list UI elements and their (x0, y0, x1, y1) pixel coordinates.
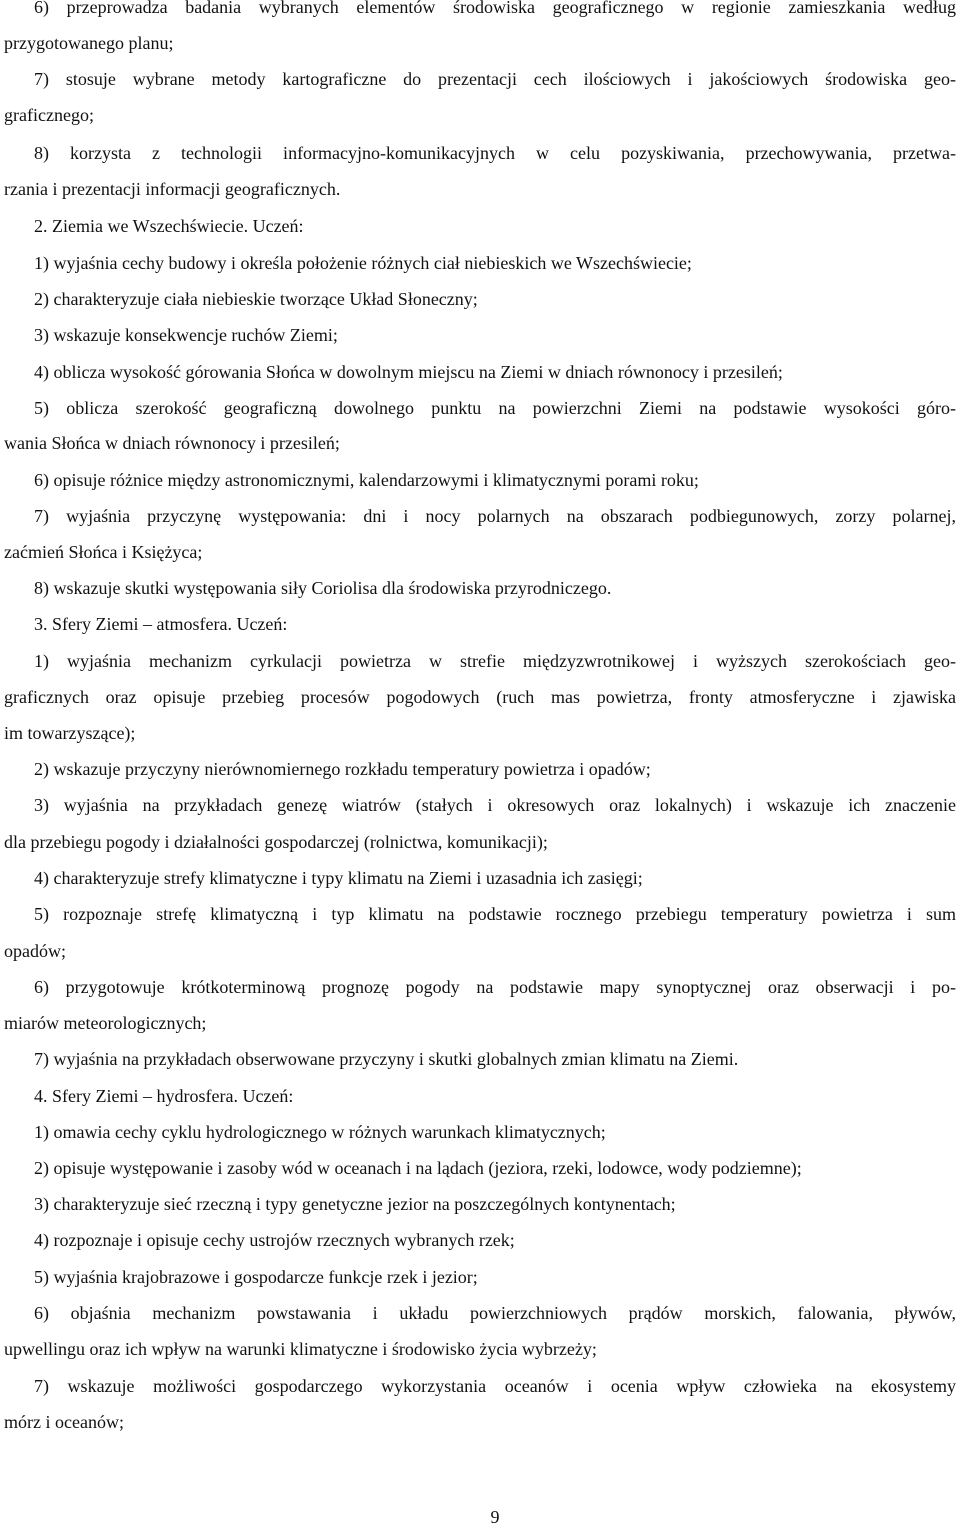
text-line: 6) przygotowuje krótkoterminową prognozę pogody na podstawie mapy synoptycznej oraz obserwacji i po- (34, 977, 956, 997)
text-line: 7) wyjaśnia na przykładach obserwowane przyczyny i skutki globalnych zmian klimatu na Ziemi. (34, 1049, 739, 1069)
text-line: przygotowanego planu; (4, 33, 174, 53)
text-line: 3) wyjaśnia na przykładach genezę wiatrów (stałych i okresowych oraz lokalnych) i wskazuje ich znaczenie (34, 795, 956, 815)
page-number: 9 (490, 1507, 500, 1527)
text-line: im towarzyszące); (4, 723, 136, 743)
text-line: 3) charakteryzuje sieć rzeczną i typy genetyczne jezior na poszczególnych kontynentach; (34, 1194, 676, 1214)
text-line: graficznych oraz opisuje przebieg procesów pogodowych (ruch mas powietrza, fronty atmosferyczne i zjawiska (4, 687, 956, 707)
text-line: 6) opisuje różnice między astronomicznymi, kalendarzowymi i klimatycznymi porami roku; (34, 470, 699, 490)
text-line: graficznego; (4, 105, 94, 125)
text-line: miarów meteorologicznych; (4, 1013, 207, 1033)
text-line: rzania i prezentacji informacji geograficznych. (4, 179, 341, 199)
text-line: opadów; (4, 941, 66, 961)
text-line: 4) rozpoznaje i opisuje cechy ustrojów rzecznych wybranych rzek; (34, 1230, 515, 1250)
text-line: 2) wskazuje przyczyny nierównomiernego rozkładu temperatury powietrza i opadów; (34, 759, 651, 779)
text-line: 5) wyjaśnia krajobrazowe i gospodarcze funkcje rzek i jezior; (34, 1267, 478, 1287)
text-line: wania Słońca w dniach równonocy i przesileń; (4, 433, 340, 453)
text-line: 5) oblicza szerokość geograficzną dowolnego punktu na powierzchni Ziemi na podstawie wysokości góro- (34, 398, 956, 418)
text-line: 4) charakteryzuje strefy klimatyczne i typy klimatu na Ziemi i uzasadnia ich zasięgi; (34, 868, 643, 888)
text-line: 8) wskazuje skutki występowania siły Coriolisa dla środowiska przyrodniczego. (34, 578, 612, 598)
text-line: 2) opisuje występowanie i zasoby wód w oceanach i na lądach (jeziora, rzeki, lodowce, wody podziemne); (34, 1158, 802, 1178)
text-line: 1) wyjaśnia cechy budowy i określa położenie różnych ciał niebieskich we Wszechświecie; (34, 253, 692, 273)
text-line: 1) omawia cechy cyklu hydrologicznego w różnych warunkach klimatycznych; (34, 1122, 606, 1142)
text-line: 7) wskazuje możliwości gospodarczego wykorzystania oceanów i ocenia wpływ człowieka na ekosystemy (34, 1376, 956, 1396)
text-line: mórz i oceanów; (4, 1412, 124, 1432)
text-line: 3) wskazuje konsekwencje ruchów Ziemi; (34, 325, 338, 345)
text-line: 1) wyjaśnia mechanizm cyrkulacji powietrza w strefie międzyzwrotnikowej i wyższych szerokościach geo- (34, 651, 956, 671)
text-line: zaćmień Słońca i Księżyca; (4, 542, 203, 562)
text-line: 2) charakteryzuje ciała niebieskie tworzące Układ Słoneczny; (34, 289, 478, 309)
text-line: 8) korzysta z technologii informacyjno-komunikacyjnych w celu pozyskiwania, przechowywania, przetwa- (34, 143, 956, 163)
text-line: 7) wyjaśnia przyczynę występowania: dni i nocy polarnych na obszarach podbiegunowych, zorzy polarnej, (34, 506, 956, 526)
text-line: 6) objaśnia mechanizm powstawania i układu powierzchniowych prądów morskich, falowania, pływów, (34, 1303, 956, 1323)
text-line: 6) przeprowadza badania wybranych elementów środowiska geograficznego w regionie zamieszkania według (34, 0, 956, 17)
section-heading: 2. Ziemia we Wszechświecie. Uczeń: (34, 216, 304, 236)
section-heading: 3. Sfery Ziemi – atmosfera. Uczeń: (34, 614, 288, 634)
text-line: dla przebiegu pogody i działalności gospodarczej (rolnictwa, komunikacji); (4, 832, 548, 852)
section-heading: 4. Sfery Ziemi – hydrosfera. Uczeń: (34, 1086, 294, 1106)
text-line: 5) rozpoznaje strefę klimatyczną i typ klimatu na podstawie rocznego przebiegu temperatury powietrza i sum (34, 904, 956, 924)
text-line: 4) oblicza wysokość górowania Słońca w dowolnym miejscu na Ziemi w dniach równonocy i przesileń; (34, 362, 783, 382)
text-line: 7) stosuje wybrane metody kartograficzne do prezentacji cech ilościowych i jakościowych środowiska geo- (34, 69, 956, 89)
text-line: upwellingu oraz ich wpływ na warunki klimatyczne i środowisko życia wybrzeży; (4, 1339, 597, 1359)
